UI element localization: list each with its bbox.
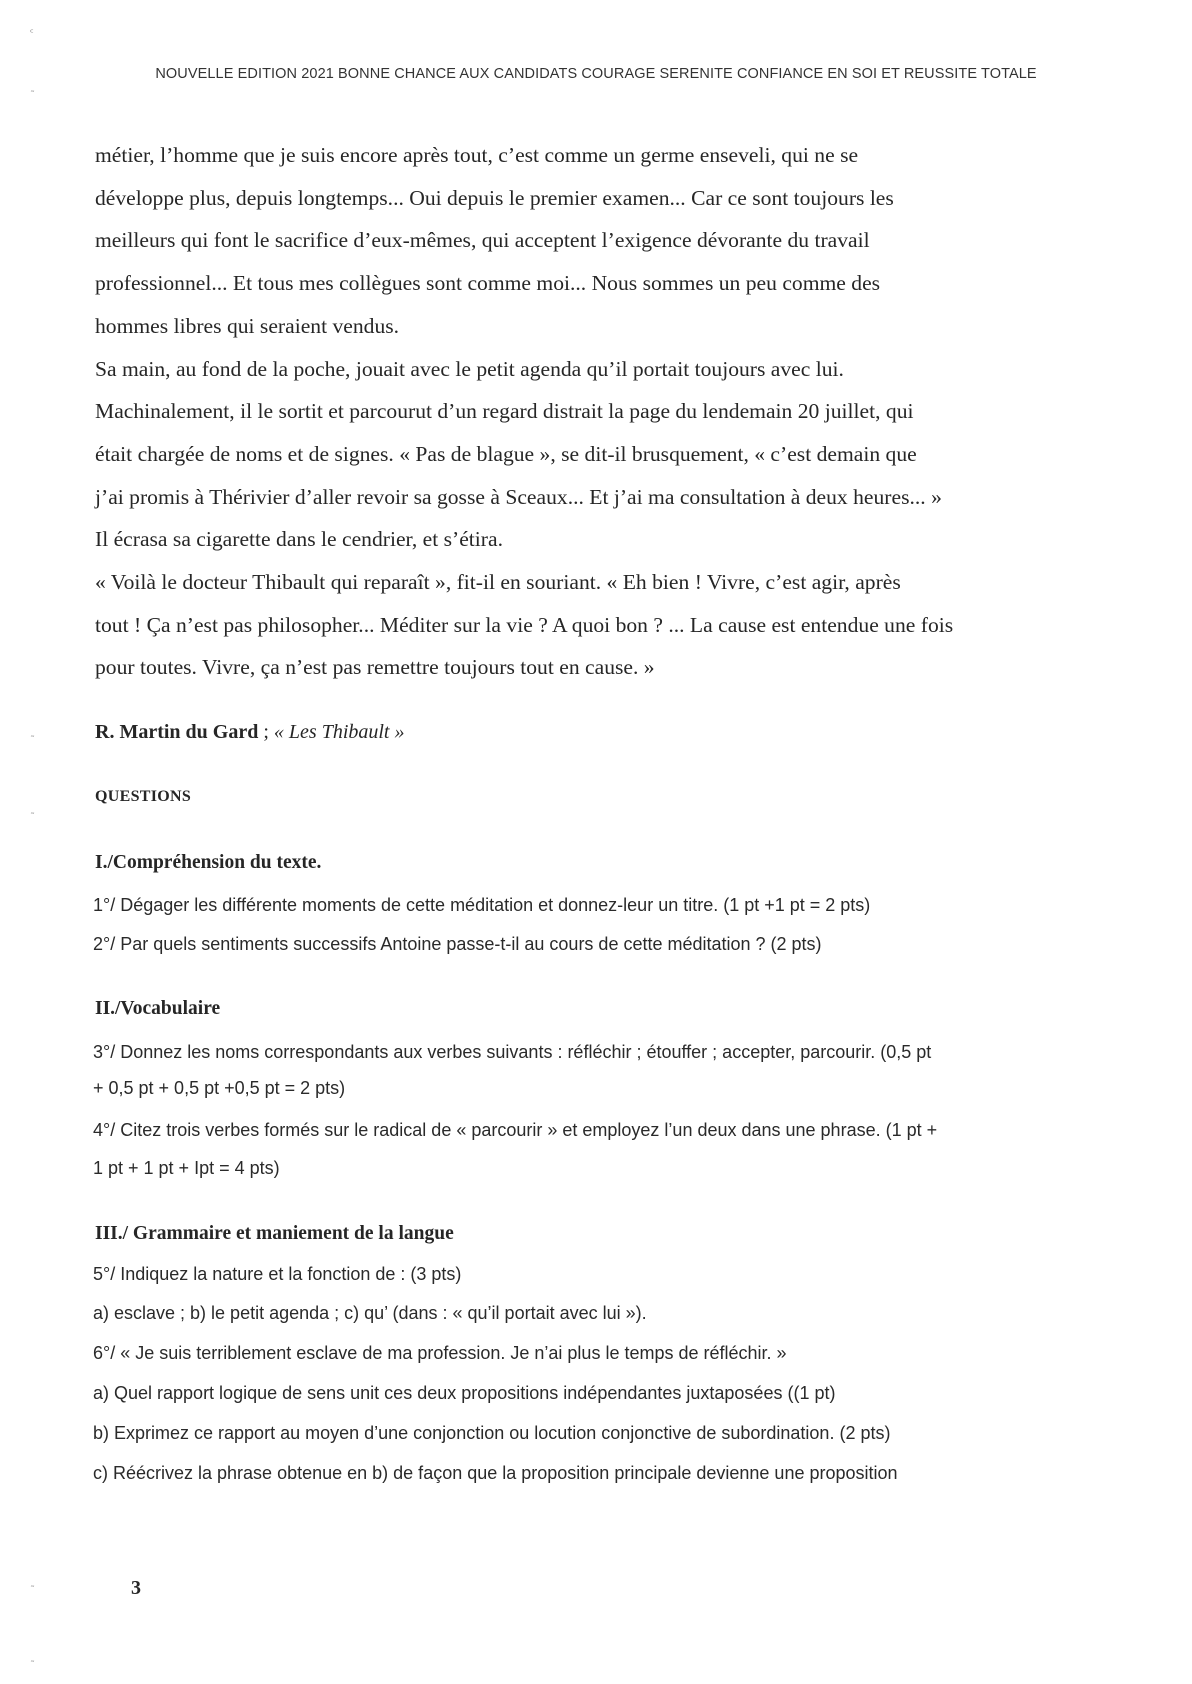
question-line: a) esclave ; b) le petit agenda ; c) qu’ (dans : « qu’il portait avec lui »).: [93, 1303, 647, 1323]
question-line: 2°/ Par quels sentiments successifs Antoine passe-t-il au cours de cette méditation ? (2 pts): [93, 934, 822, 954]
citation-separator: ;: [258, 721, 274, 743]
passage-text: [95, 134, 1105, 689]
passage-line: professionnel... Et tous mes collègues sont comme moi... Nous sommes un peu comme des: [95, 271, 881, 296]
section-title-vocabulaire: II./Vocabulaire: [95, 998, 221, 1019]
question-line: + 0,5 pt + 0,5 pt +0,5 pt = 2 pts): [93, 1078, 346, 1098]
section-title-grammaire: III./ Grammaire et maniement de la langue: [95, 1223, 454, 1244]
question-line: 1°/ Dégager les différente moments de cette méditation et donnez-leur un titre. (1 pt +1 pt = 2 pts): [93, 895, 871, 915]
passage-line: Machinalement, il le sortit et parcourut d’un regard distrait la page du lendemain 20 juillet, qui: [95, 399, 914, 424]
margin-scan-mark: ˜: [30, 1660, 35, 1671]
source-citation: [95, 721, 404, 744]
passage-line: Il écrasa sa cigarette dans le cendrier, et s’étira.: [95, 527, 503, 552]
question-line: c) Réécrivez la phrase obtenue en b) de façon que la proposition principale devienne une proposition: [93, 1463, 898, 1483]
work-title: « Les Thibault »: [273, 721, 405, 743]
passage-line: j’ai promis à Thérivier d’aller revoir sa gosse à Sceaux... Et j’ai ma consultation à deux heures... »: [95, 484, 942, 509]
section-title-comprehension: I./Compréhension du texte.: [95, 852, 322, 873]
passage-line: « Voilà le docteur Thibault qui reparaît », fit-il en souriant. « Eh bien ! Vivre, c’est agir, après: [95, 570, 901, 595]
question-line: 5°/ Indiquez la nature et la fonction de : (3 pts): [93, 1264, 462, 1284]
page-number: 3: [131, 1577, 141, 1599]
author-name: R. Martin du Gard: [95, 721, 259, 743]
passage-line: métier, l’homme que je suis encore après tout, c’est comme un germe enseveli, qui ne se: [95, 143, 859, 167]
margin-scan-mark: ˜: [30, 1585, 35, 1596]
margin-scan-mark: ˜: [30, 90, 35, 101]
margin-scan-mark: ˜: [30, 735, 35, 746]
margin-scan-mark: ᶜ: [30, 28, 34, 39]
question-line: 1 pt + 1 pt + Ipt = 4 pts): [93, 1158, 280, 1178]
passage-line: meilleurs qui font le sacrifice d’eux-mêmes, qui acceptent l’exigence dévorante du travail: [95, 228, 870, 253]
passage-line: Sa main, au fond de la poche, jouait avec le petit agenda qu’il portait toujours avec lui.: [95, 356, 844, 381]
passage-line: pour toutes. Vivre, ça n’est pas remettre toujours tout en cause. »: [95, 655, 655, 680]
passage-line: hommes libres qui seraient vendus.: [95, 313, 400, 338]
passage-line: développe plus, depuis longtemps... Oui depuis le premier examen... Car ce sont toujours les: [95, 185, 894, 210]
passage-line: était chargée de noms et de signes. « Pas de blague », se dit-il brusquement, « c’est demain que: [95, 441, 917, 466]
passage-line: tout ! Ça n’est pas philosopher... Méditer sur la vie ? A quoi bon ? ... La cause est entendue une fois: [95, 612, 954, 637]
question-line: 6°/ « Je suis terriblement esclave de ma profession. Je n’ai plus le temps de réfléchir. »: [93, 1343, 787, 1363]
margin-scan-mark: ˜: [30, 812, 35, 823]
question-line: b) Exprimez ce rapport au moyen d’une conjonction ou locution conjonctive de subordination. (2 pts): [93, 1423, 891, 1443]
page-header: NOUVELLE EDITION 2021 BONNE CHANCE AUX CANDIDATS COURAGE SERENITE CONFIANCE EN SOI ET REUSSITE TOTALE: [155, 66, 1037, 82]
question-line: 3°/ Donnez les noms correspondants aux verbes suivants : réfléchir ; étouffer ; accepter, parcourir. (0,5 pt: [93, 1042, 932, 1062]
question-line: 4°/ Citez trois verbes formés sur le radical de « parcourir » et employez l’un deux dans une phrase. (1 pt +: [93, 1120, 938, 1140]
questions-heading: QUESTIONS: [95, 788, 192, 805]
question-line: a) Quel rapport logique de sens unit ces deux propositions indépendantes juxtaposées ((1 pt): [93, 1383, 836, 1403]
